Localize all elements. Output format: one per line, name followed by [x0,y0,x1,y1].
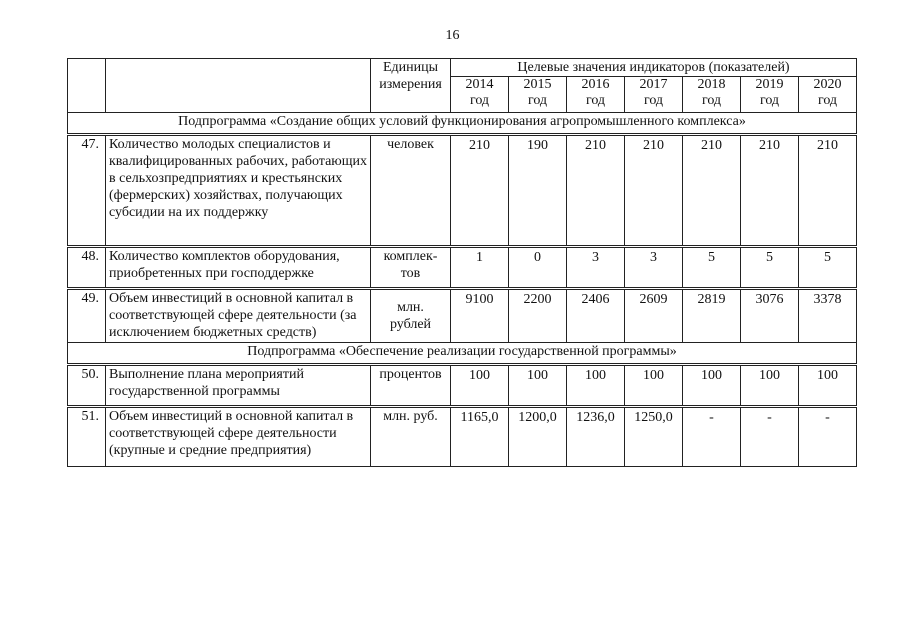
row-value: 1165,0 [451,407,509,467]
row-value: 210 [741,135,799,247]
subprogram-row [68,343,857,365]
row-value: 0 [509,247,567,289]
row-description: Объем инвестиций в основной капитал в соответствующей сфере деятельности (за исключением бюджетных средств) [106,289,371,343]
row-value: 1200,0 [509,407,567,467]
header-year-cell [741,77,799,113]
year-label: 2018 [697,77,726,92]
header-year-cell [625,77,683,113]
year-label: 2014 [465,77,494,92]
year-suffix: год [759,93,780,108]
row-description: Количество комплектов оборудования, приобретенных при господдержке [106,247,371,289]
header-year-cell [799,77,857,113]
header-year-cell [509,77,567,113]
year-suffix: год [817,93,838,108]
table-row [68,407,857,467]
row-description: Объем инвестиций в основной капитал в соответствующей сфере деятельности (крупные и средние предприятия) [106,407,371,467]
row-value: 9100 [451,289,509,343]
row-description: Выполнение плана мероприятий государственной программы [106,365,371,407]
header-desc-cell [106,59,371,113]
subprogram-title: Подпрограмма «Обеспечение реализации государственной программы» [68,343,857,365]
header-units: Единицы измерения [371,59,451,113]
row-number: 51. [68,407,106,467]
row-value: 210 [625,135,683,247]
row-value: 3076 [741,289,799,343]
table-body [68,59,857,467]
header-num-cell [68,59,106,113]
table-row [68,289,857,343]
row-value: 100 [683,365,741,407]
subprogram-row [68,113,857,135]
header-year-cell [567,77,625,113]
year-suffix: год [527,93,548,108]
row-value: 210 [567,135,625,247]
year-label: 2015 [523,77,552,92]
row-value: 210 [799,135,857,247]
row-value: 1 [451,247,509,289]
row-value: 5 [799,247,857,289]
header-row [68,59,857,77]
row-value: - [683,407,741,467]
row-value: 3 [567,247,625,289]
row-unit: млн. руб. [371,407,451,467]
header-targets: Целевые значения индикаторов (показателей) [451,59,857,77]
row-description: Количество молодых специалистов и квалифицированных рабочих, работающих в сельхозпредприятиях и крестьянских (фермерских) хозяйствах, получающих субсидии на их поддержку [106,135,371,247]
row-value: - [799,407,857,467]
indicators-table [67,58,857,467]
row-number: 50. [68,365,106,407]
year-suffix: год [701,93,722,108]
row-value: 5 [741,247,799,289]
year-suffix: год [643,93,664,108]
year-label: 2020 [813,77,842,92]
row-value: 100 [509,365,567,407]
row-value: 2609 [625,289,683,343]
row-number: 48. [68,247,106,289]
row-value: 100 [567,365,625,407]
row-value: 2200 [509,289,567,343]
row-value: 100 [741,365,799,407]
year-label: 2016 [581,77,610,92]
row-unit: комплек-тов [371,247,451,289]
row-value: 100 [625,365,683,407]
row-value: 190 [509,135,567,247]
row-number: 49. [68,289,106,343]
table-row [68,365,857,407]
row-value: 2406 [567,289,625,343]
row-value: 210 [683,135,741,247]
row-value: 100 [799,365,857,407]
row-value: 1250,0 [625,407,683,467]
year-label: 2017 [639,77,668,92]
row-unit: млн. рублей [371,289,451,343]
page-number: 16 [445,28,460,43]
year-suffix: год [469,93,490,108]
row-value: 1236,0 [567,407,625,467]
row-value: 210 [451,135,509,247]
row-number: 47. [68,135,106,247]
header-year-cell [451,77,509,113]
subprogram-title: Подпрограмма «Создание общих условий функционирования агропромышленного комплекса» [68,113,857,135]
row-value: - [741,407,799,467]
table-row [68,135,857,247]
year-label: 2019 [755,77,784,92]
table-row [68,247,857,289]
row-unit: человек [371,135,451,247]
year-suffix: год [585,93,606,108]
row-value: 100 [451,365,509,407]
row-value: 3378 [799,289,857,343]
row-value: 2819 [683,289,741,343]
header-year-cell [683,77,741,113]
row-value: 5 [683,247,741,289]
row-unit: процентов [371,365,451,407]
row-value: 3 [625,247,683,289]
